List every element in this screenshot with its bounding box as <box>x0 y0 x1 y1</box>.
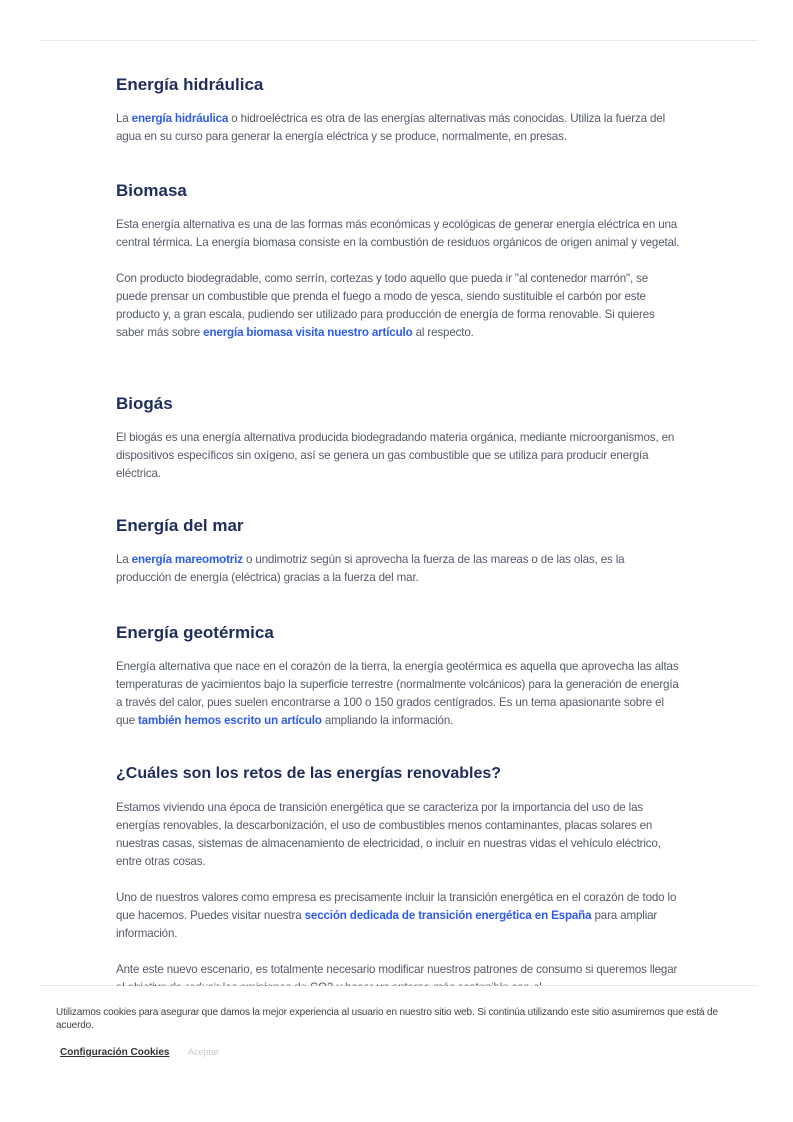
paragraph: Estamos viviendo una época de transición energética que se caracteriza por la importancia del uso de las energías renovables, la descarbonización, el uso de combustibles menos contaminantes, placas solares en nuestras casas, sistemas de almacenamiento de electricidad, o incluir en nuestras vidas el vehículo eléctrico, entre otras cosas. <box>116 801 661 868</box>
section-title: Biomasa <box>116 181 187 200</box>
cookie-message: Utilizamos cookies para asegurar que damos la mejor experiencia al usuario en nuestro sitio web. Si continúa utilizando este sitio asumiremos que está de acuerdo. <box>56 1007 718 1031</box>
section-mar <box>116 515 681 587</box>
paragraph: El biogás es una energía alternativa producida biodegradando materia orgánica, mediante microorganismos, en dispositivos específicos sin oxígeno, así se genera un gas combustible que se utiliza para producir energía eléctrica. <box>116 431 675 480</box>
section-title: Energía hidráulica <box>116 75 264 94</box>
text: Con producto biodegradable, como serrín, cortezas y todo aquello que pueda ir "al contenedor marrón", se puede prensar un combustible que prenda el fuego a modo de yesca, siendo sustituible el carbón por este producto y, a gran escala, pudiendo ser utilizado para producción de energía de forma renovable. Si quieres saber más sobre <box>116 272 655 339</box>
paragraph <box>116 551 681 587</box>
section-biogas <box>116 393 681 483</box>
link-energia-hidraulica[interactable]: energía hidráulica <box>131 112 229 125</box>
section-geotermica <box>116 622 681 730</box>
paragraph: Esta energía alternativa es una de las formas más económicas y ecológicas de generar energía eléctrica en una central térmica. La energía biomasa consiste en la combustión de residuos orgánicos de origen animal y vegetal. <box>116 218 680 249</box>
paragraph: Ante este nuevo escenario, es totalmente necesario modificar nuestros patrones de consumo si queremos llegar <box>116 963 678 976</box>
link-energia-biomasa[interactable]: energía biomasa visita nuestro artículo <box>203 326 413 339</box>
text: La <box>116 553 132 566</box>
text: o hidroeléctrica es otra de las energías alternativas más conocidas. Utiliza la fuerza del agua en su curso para generar la energía eléctrica y se produce, normalmente, en presas. <box>116 112 666 143</box>
section-retos <box>116 763 681 997</box>
paragraph <box>116 658 681 730</box>
text: para ampliar información. <box>116 909 658 940</box>
section-hidraulica <box>116 74 681 146</box>
link-energia-mareomotriz[interactable]: energía mareomotriz <box>131 553 243 566</box>
paragraph <box>116 270 681 342</box>
section-title: Energía geotérmica <box>116 623 274 642</box>
text: ampliando la información. <box>321 714 454 727</box>
text: Uno de nuestros valores como empresa es precisamente incluir la transición energética en el corazón de todo lo que hacemos. Puedes visitar nuestra <box>116 891 677 922</box>
text: al respecto. <box>412 326 474 339</box>
section-biomasa <box>116 180 681 342</box>
accept-cookies-button[interactable]: Aceptar <box>188 1047 220 1057</box>
section-title: ¿Cuáles son los retos de las energías renovables? <box>116 765 502 782</box>
cookie-settings-button[interactable]: Configuración Cookies <box>60 1047 170 1058</box>
paragraph <box>116 110 681 146</box>
text: La <box>116 112 132 125</box>
paragraph <box>116 889 681 943</box>
section-title: Biogás <box>116 394 173 413</box>
link-articulo-geotermica[interactable]: también hemos escrito un artículo <box>137 714 322 727</box>
section-title: Energía del mar <box>116 516 244 535</box>
text: Energía alternativa que nace en el corazón de la tierra, la energía geotérmica es aquella que aprovecha las altas temperaturas de yacimientos bajo la superficie terrestre (normalmente volcánicos) para la generación de energía a través del calor, pues suelen encontrarse a 100 o 150 grados centígrados. Es un tema apasionante sobre el que <box>116 660 679 727</box>
text: o undimotriz según si aprovecha la fuerza de las mareas o de las olas, es la producción de energía (eléctrica) gracias a la fuerza del mar. <box>116 553 625 584</box>
link-transicion-energetica[interactable]: sección dedicada de transición energética en España <box>304 909 592 922</box>
